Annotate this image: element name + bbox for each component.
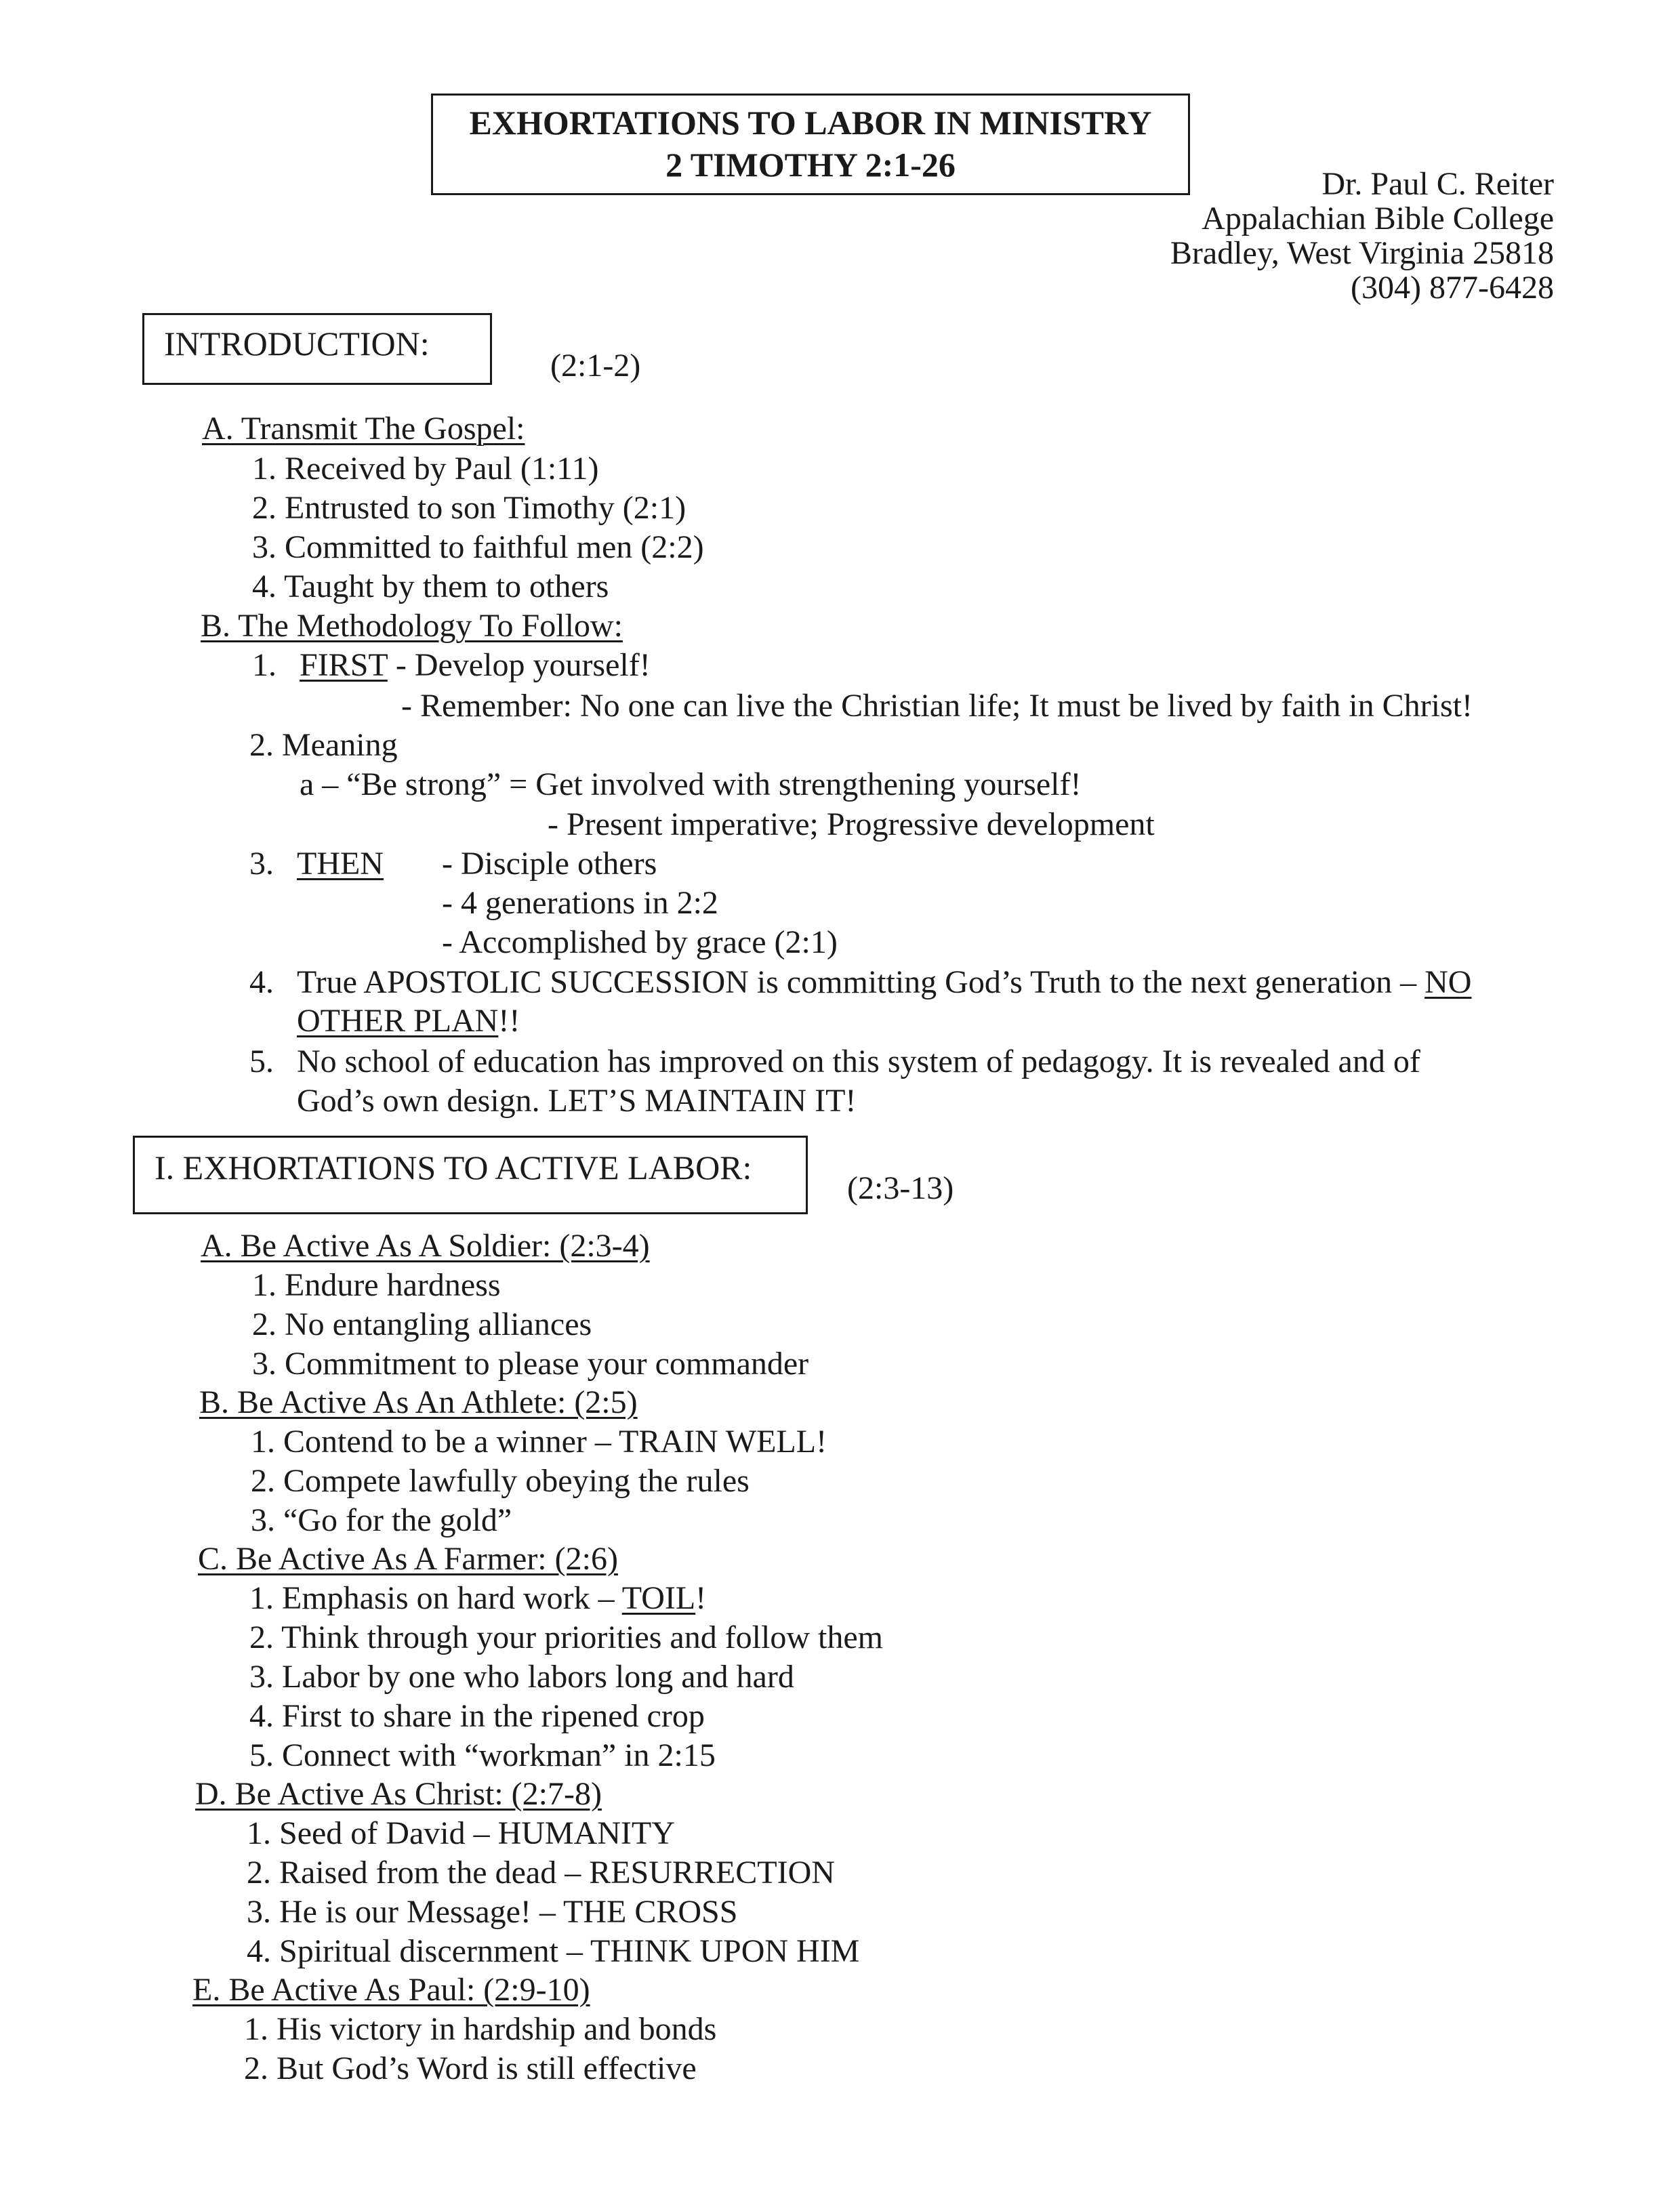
- list-item: 1. Received by Paul (1:11): [252, 451, 599, 487]
- section-1-e-label: E. Be Active As Paul: (2:9-10): [192, 1972, 590, 2008]
- list-item: 1. Seed of David – HUMANITY: [247, 1815, 675, 1851]
- list-subitem: - Disciple others: [442, 846, 657, 882]
- list-item: [249, 963, 1471, 1002]
- list-item: 4. Spiritual discernment – THINK UPON HIM: [247, 1933, 860, 1969]
- item-text: !: [695, 1580, 707, 1616]
- introduction-heading: INTRODUCTION:: [164, 325, 430, 363]
- list-item: 3. Labor by one who labors long and hard: [249, 1659, 794, 1695]
- item-number: 1.: [252, 647, 276, 683]
- introduction-ref: (2:1-2): [550, 348, 641, 384]
- list-item: 5. Connect with “workman” in 2:15: [249, 1737, 716, 1773]
- list-subitem: - 4 generations in 2:2: [442, 885, 718, 921]
- list-item: [249, 1042, 1420, 1081]
- list-item: 1. Endure hardness: [252, 1267, 501, 1303]
- list-item: 4. First to share in the ripened crop: [249, 1698, 705, 1734]
- title-line-1: EXHORTATIONS TO LABOR IN MINISTRY: [469, 104, 1152, 142]
- list-item: 2. No entangling alliances: [252, 1306, 592, 1342]
- section-1-heading: I. EXHORTATIONS TO ACTIVE LABOR:: [155, 1149, 752, 1186]
- item-number: 4.: [249, 964, 274, 1000]
- item-text: 1. Emphasis on hard work –: [249, 1580, 622, 1616]
- item-number: 3.: [249, 846, 274, 882]
- list-item: 2. Compete lawfully obeying the rules: [251, 1463, 750, 1499]
- list-item: 3. He is our Message! – THE CROSS: [247, 1894, 738, 1930]
- emphasis-text: TOIL: [621, 1580, 696, 1616]
- author-name: Dr. Paul C. Reiter: [1322, 166, 1554, 202]
- list-item: 3. Committed to faithful men (2:2): [252, 529, 704, 565]
- list-subitem: a – “Be strong” = Get involved with strengthening yourself!: [300, 766, 1082, 802]
- list-item: 3. Commitment to please your commander: [252, 1346, 809, 1382]
- then-keyword: THEN: [297, 846, 384, 882]
- item-number: 5.: [249, 1044, 274, 1079]
- list-item-continuation: [297, 1002, 520, 1041]
- author-org: Appalachian Bible College: [1202, 201, 1554, 236]
- section-1-b-label: B. Be Active As An Athlete: (2:5): [199, 1384, 638, 1420]
- emphasis-text: NO: [1425, 964, 1472, 1000]
- list-item: 2. Think through your priorities and follow them: [249, 1619, 883, 1655]
- list-item: 3. “Go for the gold”: [251, 1502, 512, 1538]
- list-item: 2. Entrusted to son Timothy (2:1): [252, 490, 687, 526]
- list-item-continuation: God’s own design. LET’S MAINTAIN IT!: [297, 1083, 857, 1119]
- item-text: No school of education has improved on this system of pedagogy. It is revealed and of: [297, 1044, 1420, 1079]
- list-item: 2. But God’s Word is still effective: [244, 2050, 697, 2086]
- first-keyword: FIRST: [300, 647, 388, 683]
- section-1-a-label: A. Be Active As A Soldier: (2:3-4): [201, 1228, 650, 1264]
- section-1-ref: (2:3-13): [847, 1170, 954, 1206]
- list-item: 1. Contend to be a winner – TRAIN WELL!: [251, 1424, 827, 1460]
- item-text: - Develop yourself!: [387, 647, 651, 683]
- item-text: True APOSTOLIC SUCCESSION is committing God’s Truth to the next generation –: [297, 964, 1425, 1000]
- list-item: 2. Raised from the dead – RESURRECTION: [247, 1855, 835, 1891]
- section-1-c-label: C. Be Active As A Farmer: (2:6): [198, 1541, 618, 1577]
- list-subitem: - Present imperative; Progressive development: [548, 806, 1155, 842]
- intro-section-a-label: A. Transmit The Gospel:: [202, 411, 525, 447]
- list-subitem: - Remember: No one can live the Christian life; It must be lived by faith in Christ!: [401, 688, 1473, 724]
- list-subitem: - Accomplished by grace (2:1): [442, 924, 838, 960]
- list-item: 1. His victory in hardship and bonds: [244, 2011, 717, 2047]
- title-line-2: 2 TIMOTHY 2:1-26: [665, 146, 956, 184]
- author-phone: (304) 877-6428: [1351, 270, 1554, 306]
- emphasis-text: OTHER PLAN: [297, 1003, 499, 1039]
- author-city: Bradley, West Virginia 25818: [1170, 235, 1554, 271]
- list-item: [249, 1579, 706, 1618]
- list-item-then: [249, 844, 384, 884]
- author-block: [1012, 167, 1554, 305]
- list-item: 2. Meaning: [249, 727, 398, 763]
- section-1-d-label: D. Be Active As Christ: (2:7-8): [195, 1776, 602, 1812]
- list-item-first: [252, 646, 651, 685]
- intro-section-b-label: B. The Methodology To Follow:: [201, 608, 623, 644]
- list-item: 4. Taught by them to others: [252, 569, 609, 604]
- item-text: !!: [498, 1003, 520, 1039]
